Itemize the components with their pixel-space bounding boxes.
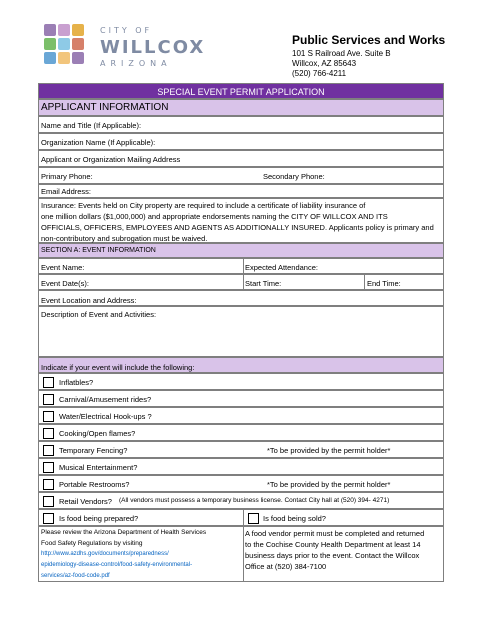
expected-attendance-label: Expected Attendance: xyxy=(245,263,318,272)
city-logo xyxy=(40,22,206,80)
column-divider xyxy=(243,510,244,525)
carnival-checkbox[interactable] xyxy=(43,394,54,405)
logo-tile xyxy=(44,24,56,36)
food-prepared-checkbox[interactable] xyxy=(43,513,54,524)
restrooms-row xyxy=(38,475,444,492)
logo-tile xyxy=(72,52,84,64)
food-code-link[interactable]: services/az-food-code.pdf xyxy=(41,573,110,579)
name-title-label: Name and Title (If Applicable): xyxy=(41,121,142,130)
food-info-row xyxy=(38,526,444,582)
restrooms-label: Portable Restrooms? xyxy=(59,480,130,489)
food-right-line: A food vendor permit must be completed and returned xyxy=(245,529,425,538)
org-name: Public Services and Works xyxy=(292,33,446,47)
insurance-notice xyxy=(38,198,444,243)
form-title: SPECIAL EVENT PERMIT APPLICATION xyxy=(157,87,325,97)
logo-tile xyxy=(58,38,70,50)
logo-state: ARIZONA xyxy=(100,59,172,68)
water-checkbox[interactable] xyxy=(43,411,54,422)
restrooms-checkbox[interactable] xyxy=(43,479,54,490)
logo-tile xyxy=(72,24,84,36)
section-a-title: SECTION A: EVENT INFORMATION xyxy=(41,247,156,254)
vendors-label: Retail Vendors? xyxy=(59,497,112,506)
phone-row xyxy=(38,167,444,184)
restrooms-note: *To be provided by the permit holder* xyxy=(267,480,391,489)
column-divider xyxy=(243,527,244,581)
address-line-1: 101 S Railroad Ave. Suite B xyxy=(292,49,391,58)
column-divider xyxy=(243,259,244,273)
fencing-note: *To be provided by the permit holder* xyxy=(267,446,391,455)
food-code-link[interactable]: epidemiology-disease-control/food-safety-environmental- xyxy=(41,562,193,568)
logo-tile xyxy=(44,38,56,50)
column-divider xyxy=(364,275,365,289)
food-left-line: Please review the Arizona Department of Health Services xyxy=(41,529,207,536)
food-sold-label: Is food being sold? xyxy=(263,514,326,523)
email-field[interactable] xyxy=(38,184,444,198)
email-label: Email Address: xyxy=(41,187,92,196)
food-right-line: to the Cochise County Health Department at least 14 xyxy=(245,540,421,549)
event-dates-row xyxy=(38,274,444,290)
food-right-line: Office at (520) 384-7100 xyxy=(245,562,327,571)
include-header xyxy=(38,357,444,373)
insurance-line: OFFICIALS, OFFICERS, EMPLOYEES AND AGENTS AS ADDITIONALLY INSURED. Applicants policy is primary and xyxy=(41,223,434,232)
end-time-label: End Time: xyxy=(367,279,401,288)
form-title-bar xyxy=(38,83,444,99)
logo-name: WILLCOX xyxy=(100,37,206,58)
event-name-label: Event Name: xyxy=(41,263,85,272)
secondary-phone-label: Secondary Phone: xyxy=(263,172,325,181)
inflatables-row xyxy=(38,373,444,390)
mailing-address-label: Applicant or Organization Mailing Address xyxy=(41,155,181,164)
insurance-line: non-contributory and subrogation must be waived. xyxy=(41,234,208,243)
food-prepared-label: Is food being prepared? xyxy=(59,514,139,523)
name-title-field[interactable] xyxy=(38,116,444,133)
event-description-label: Description of Event and Activities: xyxy=(41,310,157,319)
cooking-row xyxy=(38,424,444,441)
section-a-header xyxy=(38,243,444,258)
org-name-label: Organization Name (If Applicable): xyxy=(41,138,156,147)
org-name-field[interactable] xyxy=(38,133,444,150)
food-sold-checkbox[interactable] xyxy=(248,513,259,524)
cooking-checkbox[interactable] xyxy=(43,428,54,439)
vendors-note: (All vendors must possess a temporary business license. Contact City hall at (520) 394- 4271) xyxy=(119,497,390,504)
address-line-2: Willcox, AZ 85643 xyxy=(292,59,357,68)
event-location-field[interactable] xyxy=(38,290,444,306)
food-code-link[interactable]: http://www.azdhs.gov/documents/preparedness/ xyxy=(41,551,169,557)
event-dates-label: Event Date(s): xyxy=(41,279,89,288)
event-description-field[interactable] xyxy=(38,306,444,357)
water-row xyxy=(38,407,444,424)
logo-tile xyxy=(58,24,70,36)
logo-tile xyxy=(58,52,70,64)
inflatables-label: Inflatbles? xyxy=(59,378,94,387)
music-checkbox[interactable] xyxy=(43,462,54,473)
logo-city-of: CITY OF xyxy=(100,26,153,35)
carnival-row xyxy=(38,390,444,407)
cooking-label: Cooking/Open flames? xyxy=(59,429,136,438)
logo-tile xyxy=(44,52,56,64)
applicant-section-header xyxy=(38,99,444,116)
insurance-line: Insurance: Events held on City property are required to include a certificate of liability insurance of xyxy=(41,201,366,210)
event-name-row xyxy=(38,258,444,274)
fencing-checkbox[interactable] xyxy=(43,445,54,456)
primary-phone-label: Primary Phone: xyxy=(41,172,93,181)
include-header-label: Indicate if your event will include the following: xyxy=(41,363,195,372)
food-left-line: Food Safety Regulations by visiting xyxy=(41,540,143,547)
fencing-row xyxy=(38,441,444,458)
mailing-address-field[interactable] xyxy=(38,150,444,167)
applicant-section-title: APPLICANT INFORMATION xyxy=(41,102,169,113)
water-label: Water/Electrical Hook-ups ? xyxy=(59,412,152,421)
logo-tile xyxy=(72,38,84,50)
vendors-row xyxy=(38,492,444,509)
food-right-line: business days prior to the event. Contact the Willcox xyxy=(245,551,420,560)
phone-number: (520) 766-4211 xyxy=(292,69,347,78)
vendors-checkbox[interactable] xyxy=(43,496,54,507)
inflatables-checkbox[interactable] xyxy=(43,377,54,388)
start-time-label: Start Time: xyxy=(245,279,282,288)
insurance-line: one million dollars ($1,000,000) and appropriate endorsements naming the CITY OF WILLCOX AND ITS xyxy=(41,212,388,221)
carnival-label: Carnival/Amusement rides? xyxy=(59,395,152,404)
music-label: Musical Entertainment? xyxy=(59,463,138,472)
food-questions-row xyxy=(38,509,444,526)
event-location-label: Event Location and Address: xyxy=(41,296,137,305)
fencing-label: Temporary Fencing? xyxy=(59,446,128,455)
music-row xyxy=(38,458,444,475)
column-divider xyxy=(243,275,244,289)
